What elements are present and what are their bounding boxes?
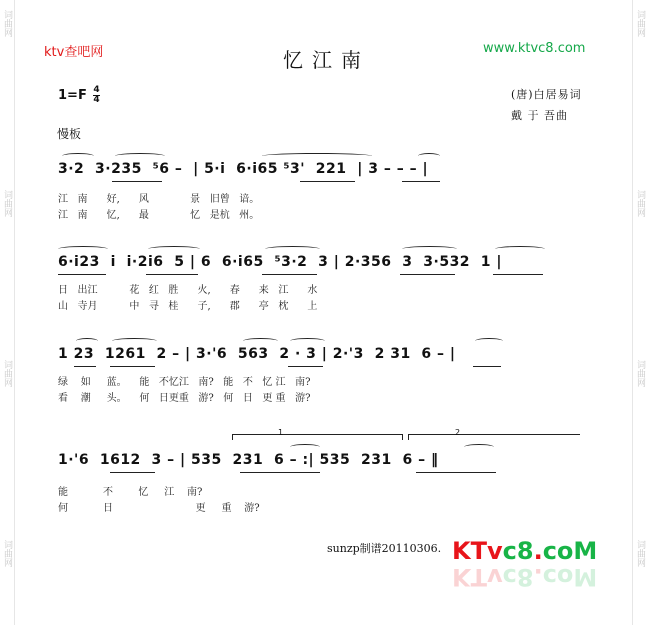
song-title: 忆江南 bbox=[283, 48, 370, 72]
lyrics-verse-2: 看 潮 头。 何 日更重 游? 何 日 更 重 游? bbox=[58, 393, 311, 404]
watermark-text: 词曲网 bbox=[635, 10, 645, 37]
composer-credit: 戴 于 吾曲 bbox=[511, 109, 568, 122]
score-line-1 bbox=[0, 150, 653, 225]
lyrics-verse-2: 何 日 更 重 游? bbox=[58, 503, 260, 514]
lyrics-verse-1: 能 不 忆 江 南? bbox=[58, 487, 203, 498]
notation-line: 3·2 3·235 ⁵6 – | 5·i 6·i65 ⁵3' 221 | 3 – – – | bbox=[58, 161, 429, 177]
watermark-text: 词曲网 bbox=[2, 190, 12, 217]
time-numerator: 4 bbox=[93, 85, 100, 95]
score-line-3 bbox=[0, 335, 653, 410]
lyrics-verse-2: 江 南 忆, 最 忆 是杭 州。 bbox=[58, 210, 260, 221]
key-label: 1=F bbox=[58, 88, 87, 103]
logo-com: coM bbox=[542, 537, 598, 565]
transcriber-note: sunzp制谱20110306. bbox=[327, 542, 442, 555]
volta-2-bracket bbox=[408, 434, 580, 435]
time-signature bbox=[93, 86, 99, 105]
lyrics-verse-2: 山 寺月 中 寻 桂 子, 郡 亭 枕 上 bbox=[58, 301, 318, 312]
notation-line: 6·i23 i i·2i6 5 | 6 6·i65 ⁵3·2 3 | 2·356 3 3·532 1 | bbox=[58, 254, 503, 270]
watermark-text: 词曲网 bbox=[2, 10, 12, 37]
logo-c8: c8 bbox=[502, 537, 534, 565]
volta-2-number: 2 bbox=[455, 428, 461, 437]
site-watermark-right: www.ktvc8.com bbox=[483, 41, 586, 56]
score-line-2 bbox=[0, 243, 653, 318]
lyricist-credit: (唐)白居易词 bbox=[511, 88, 582, 101]
lyrics-verse-1: 江 南 好, 风 景 旧曾 谙。 bbox=[58, 194, 260, 205]
volta-1-bracket bbox=[232, 434, 402, 435]
lyrics-verse-1: 绿 如 蓝。 能 不忆江 南? 能 不 忆 江 南? bbox=[58, 377, 311, 388]
score-line-4 bbox=[0, 428, 653, 518]
notation-line: 1·'6 1612 3 – | 535 231 6 – :| 535 231 6 – ‖ bbox=[58, 452, 439, 468]
time-denominator: 4 bbox=[93, 95, 100, 105]
watermark-text: 词曲网 bbox=[2, 540, 12, 567]
logo-dot: . bbox=[533, 537, 543, 565]
notation-line: 1 23 1261 2 – | 3·'6 563 2 · 3 | 2·'3 2 31 6 – | bbox=[58, 346, 456, 362]
tempo-marking: 慢板 bbox=[57, 127, 82, 141]
ktvc8-logo bbox=[452, 537, 597, 565]
watermark-text: 词曲网 bbox=[635, 540, 645, 567]
watermark-text: 词曲网 bbox=[2, 360, 12, 387]
site-watermark-left: ktv查吧网 bbox=[44, 45, 104, 60]
logo-ktv: KTv bbox=[452, 537, 503, 565]
volta-1-number: 1 bbox=[278, 428, 284, 437]
watermark-text: 词曲网 bbox=[635, 190, 645, 217]
key-signature bbox=[58, 86, 100, 105]
lyrics-verse-1: 日 出江 花 红 胜 火, 春 来 江 水 bbox=[58, 285, 318, 296]
ktvc8-logo-reflection: KTvc8.coM bbox=[452, 563, 598, 591]
watermark-text: 词曲网 bbox=[635, 360, 645, 387]
